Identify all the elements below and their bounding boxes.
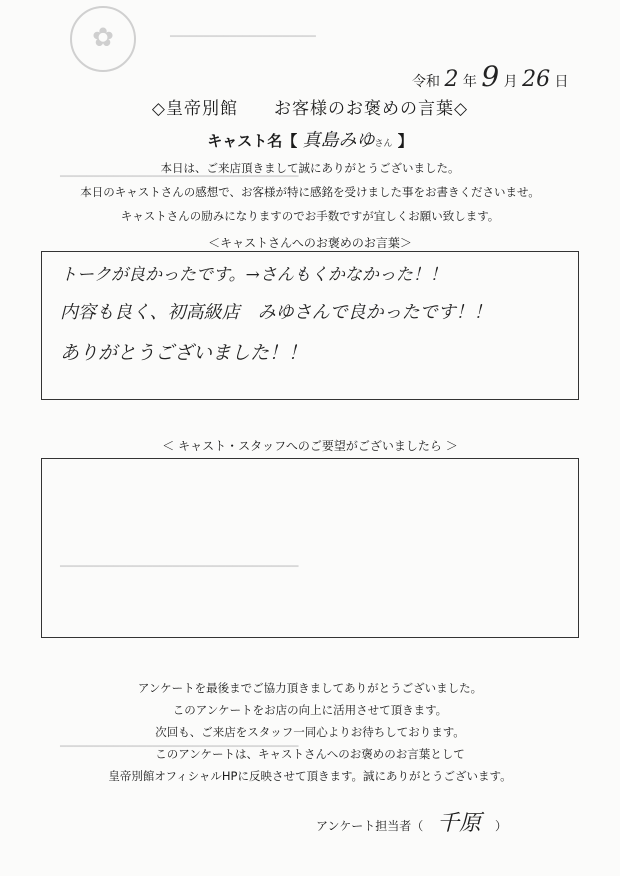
date-month-unit: 月 <box>503 74 518 90</box>
cast-name-value: 真島みゆ <box>302 130 375 151</box>
outro-line: このアンケートをお店の向上に活用させて頂きます。 <box>172 703 448 717</box>
request-box <box>41 458 579 638</box>
date-field <box>412 60 569 93</box>
praise-line: トークが良かったです。→さんもくかなかった！！ <box>60 265 447 285</box>
date-year: 2 <box>444 67 459 92</box>
bleed-through-mark: ━━━━━━━━━━━━━━━━━━━━━━━━━━━━━━━━━━━━ <box>60 740 299 753</box>
outro-text <box>0 677 620 787</box>
cast-name-suffix: さん <box>374 139 393 149</box>
cast-name-close: 】 <box>397 132 413 150</box>
date-month: 9 <box>481 60 500 93</box>
outro-line: アンケートを最後までご協力頂きましてありがとうございました。 <box>137 681 483 695</box>
intro-line: 本日のキャストさんの感想で、お客様が特に感銘を受けました事をお書きくださいませ。 <box>80 185 540 199</box>
cast-name-row <box>0 126 620 152</box>
cast-name-label: キャスト名【 <box>207 132 298 150</box>
outro-line: このアンケートは、キャストさんへのお褒めのお言葉として <box>155 747 465 761</box>
seal-stamp-icon: ✿ <box>70 6 136 72</box>
outro-line: 次回も、ご来店をスタッフ一同心よりお待ちしております。 <box>155 725 465 739</box>
intro-line: 本日は、ご来店頂きまして誠にありがとうございました。 <box>160 161 460 175</box>
staff-close: ） <box>494 819 507 833</box>
request-heading: ＜ キャスト・スタッフへのご要望がございましたら ＞ <box>162 439 458 453</box>
bleed-through-mark: ━━━━━━━━━━━━━━━━━━━━━━━━━━━━━━━━━━━━ <box>60 170 299 183</box>
praise-heading: ＜キャストさんへのお褒めのお言葉＞ <box>208 236 412 250</box>
date-era: 令和 <box>412 74 440 90</box>
staff-field <box>316 806 507 837</box>
bleed-through-mark: ━━━━━━━━━━━━━━━━━━━━━━━━━━━━━━━━━━━━ <box>60 560 299 573</box>
praise-box <box>41 251 579 400</box>
staff-label: アンケート担当者（ <box>316 819 424 833</box>
date-day: 26 <box>522 67 551 92</box>
bleed-through-mark: ━━━━━━━━━━━━━━━━━━━━━━ <box>170 30 316 43</box>
date-day-unit: 日 <box>554 74 569 90</box>
intro-line: キャストさんの励みになりますのでお手数ですが宜しくお願い致します。 <box>120 209 500 223</box>
page-title: ◇皇帝別館 お客様のお褒めの言葉◇ <box>151 99 469 119</box>
intro-text <box>0 156 620 228</box>
staff-name: 千原 <box>437 811 482 836</box>
praise-line: 内容も良く、初高級店 みゆさんで良かったです！！ <box>60 302 492 323</box>
praise-line: ありがとうございました！！ <box>60 342 308 364</box>
date-year-unit: 年 <box>462 74 477 90</box>
outro-line: 皇帝別館オフィシャルHPに反映させて頂きます。誠にありがとうございます。 <box>108 769 512 783</box>
